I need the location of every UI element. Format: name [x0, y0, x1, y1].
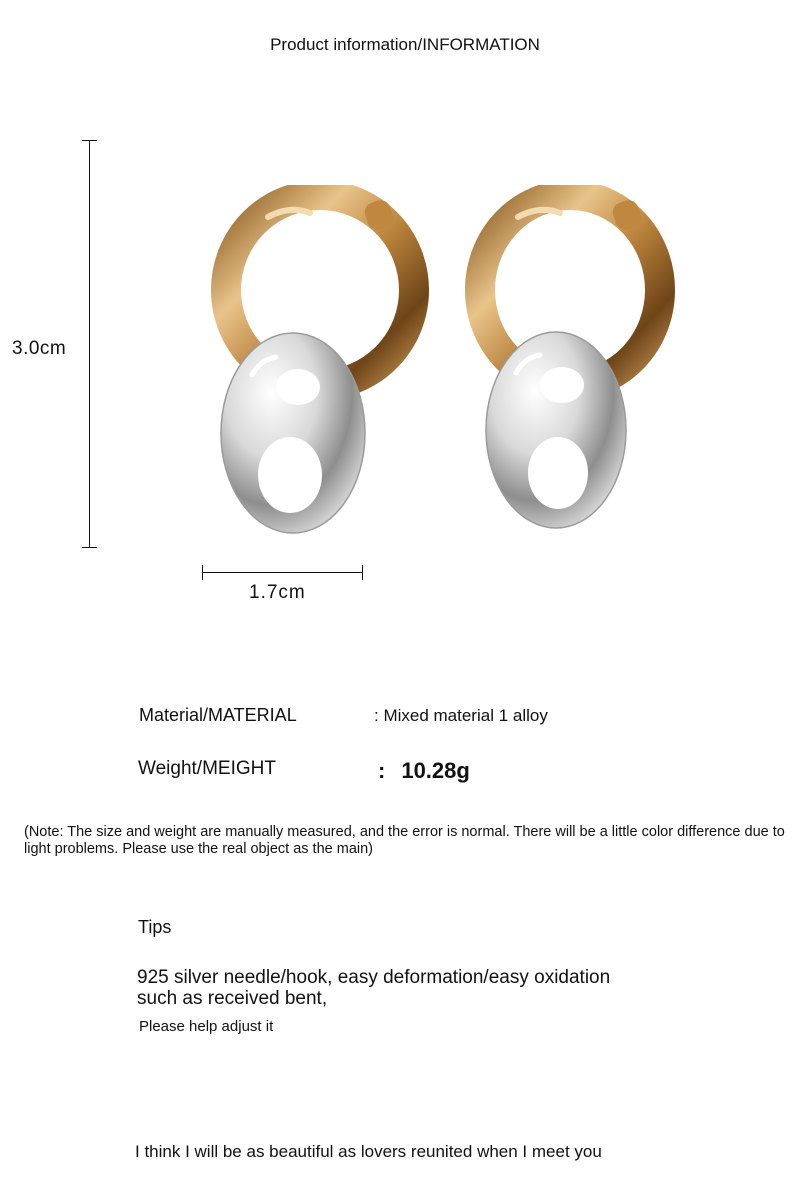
- earrings-product-image: [190, 185, 700, 545]
- height-dimension-line: [89, 140, 90, 548]
- tips-body: [137, 967, 610, 1009]
- footer-tagline: I think I will be as beautiful as lovers reunited when I meet you: [135, 1142, 602, 1161]
- material-label: Material/MATERIAL: [139, 705, 297, 725]
- width-dimension-line: [202, 572, 363, 573]
- width-dimension-cap-right: [362, 565, 363, 580]
- tips-line-2: such as received bent,: [137, 988, 328, 1009]
- tips-line-1: 925 silver needle/hook, easy deformation/easy oxidation: [137, 967, 611, 988]
- page-title: Product information/INFORMATION: [270, 35, 540, 54]
- weight-label: Weight/MEIGHT: [138, 758, 276, 779]
- height-label: 3.0cm: [12, 338, 67, 359]
- measurement-note: (Note: The size and weight are manually measured, and the error is normal. There will be a little color difference due to light problems. Please use the real object as the main): [24, 824, 785, 857]
- left-silver-pendant: [221, 333, 365, 533]
- height-dimension-cap-bottom: [82, 547, 97, 548]
- width-label: 1.7cm: [249, 582, 306, 603]
- weight-value-group: [378, 758, 470, 784]
- tips-title: Tips: [138, 917, 172, 937]
- right-silver-pendant: [486, 332, 626, 528]
- left-earring: [221, 195, 414, 533]
- width-dimension-cap-left: [202, 565, 203, 580]
- weight-value: 10.28g: [401, 758, 470, 783]
- tips-line-3: Please help adjust it: [139, 1018, 274, 1035]
- weight-colon: :: [378, 758, 386, 783]
- right-earring: [480, 195, 660, 528]
- height-dimension-cap-top: [82, 140, 97, 141]
- material-value: : Mixed material 1 alloy: [374, 706, 548, 725]
